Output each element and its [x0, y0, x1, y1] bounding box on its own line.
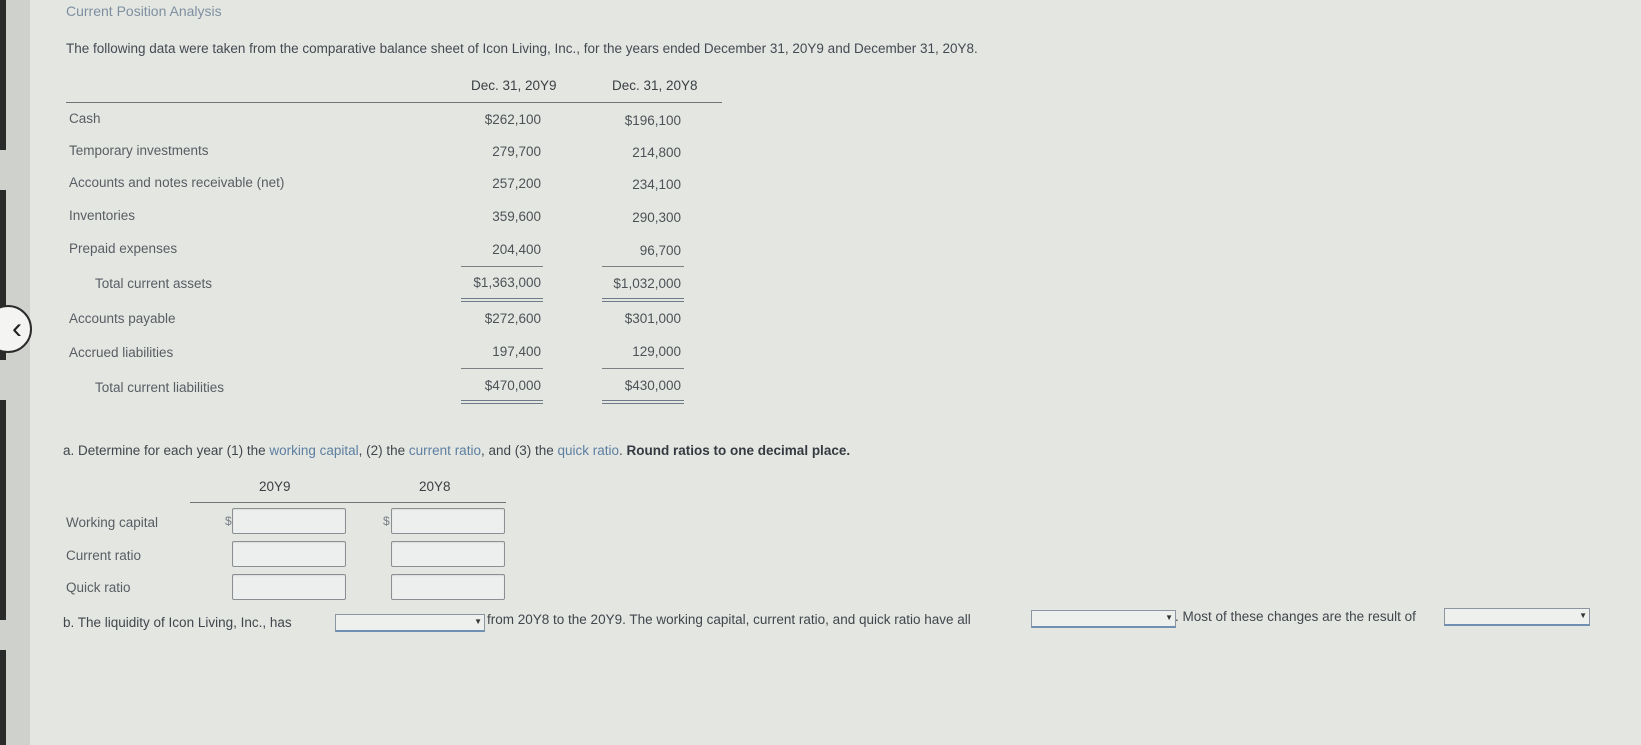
total-current-liabilities-20y9: $470,000	[484, 378, 541, 393]
col-header-20y8: Dec. 31, 20Y8	[612, 78, 698, 93]
quick-ratio-20y8-input[interactable]	[391, 574, 505, 600]
rounding-instruction: Round ratios to one decimal place.	[626, 443, 851, 458]
part-a-text: , (2) the	[358, 443, 409, 458]
part-b-prefix: b. The liquidity of Icon Living, Inc., has	[63, 615, 292, 630]
answer-col-20y9: 20Y9	[259, 479, 291, 494]
part-b-middle: from 20Y8 to the 20Y9. The working capital, current ratio, and quick ratio have all	[487, 612, 971, 627]
liquidity-change-dropdown[interactable]	[335, 614, 485, 632]
edge-bar	[0, 0, 6, 150]
subtotal-rule	[602, 266, 684, 267]
row-label-temporary-investments: Temporary investments	[69, 143, 209, 158]
part-a-prefix: a. Determine for each year (1) the	[63, 443, 270, 458]
answer-header-rule	[190, 502, 506, 503]
edge-bar	[0, 400, 6, 620]
current-ratio-20y9-input[interactable]	[232, 541, 346, 567]
quick-ratio-20y9-input[interactable]	[232, 574, 346, 600]
subtotal-rule	[461, 266, 543, 267]
change-cause-dropdown[interactable]	[1444, 608, 1590, 626]
temporary-investments-20y9: 279,700	[492, 144, 541, 159]
part-b-suffix: . Most of these changes are the result of	[1175, 609, 1416, 624]
current-ratio-20y8-input[interactable]	[391, 541, 505, 567]
answer-label-working-capital: Working capital	[66, 515, 159, 530]
row-label-total-current-assets: Total current assets	[95, 276, 213, 291]
row-label-accounts-payable: Accounts payable	[69, 311, 176, 326]
section-title: Current Position Analysis	[66, 3, 222, 19]
inventories-20y8: 290,300	[632, 210, 681, 225]
accrued-liabilities-20y9: 197,400	[492, 344, 541, 359]
total-current-assets-20y8: $1,032,000	[613, 276, 681, 291]
part-a-text: .	[619, 443, 627, 458]
accounts-payable-20y8: $301,000	[624, 311, 681, 326]
part-a-text: , and (3) the	[480, 443, 558, 458]
dropdown-arrow-icon: ▼	[474, 617, 482, 626]
cash-20y9: $262,100	[484, 112, 541, 127]
receivables-20y8: 234,100	[632, 177, 681, 192]
receivables-20y9: 257,200	[492, 176, 541, 191]
dropdown-arrow-icon: ▼	[1165, 613, 1173, 622]
row-label-accrued-liabilities: Accrued liabilities	[69, 345, 174, 360]
part-a-instructions	[63, 443, 850, 458]
term-quick-ratio: quick ratio	[557, 443, 620, 458]
row-label-receivables: Accounts and notes receivable (net)	[69, 175, 285, 190]
total-double-rule	[461, 400, 543, 404]
total-double-rule	[602, 400, 684, 404]
answer-label-current-ratio: Current ratio	[66, 548, 142, 563]
temporary-investments-20y8: 214,800	[632, 145, 681, 160]
col-header-20y9: Dec. 31, 20Y9	[471, 78, 557, 93]
subtotal-rule	[602, 368, 684, 369]
edge-bar	[0, 650, 6, 745]
answer-col-20y8: 20Y8	[419, 479, 451, 494]
row-label-total-current-liabilities: Total current liabilities	[95, 380, 225, 395]
left-edge-strip	[0, 0, 30, 745]
total-current-liabilities-20y8: $430,000	[624, 378, 681, 393]
total-double-rule	[461, 298, 543, 302]
term-working-capital: working capital	[269, 443, 359, 458]
answer-label-quick-ratio: Quick ratio	[66, 580, 131, 595]
prepaid-expenses-20y9: 204,400	[492, 242, 541, 257]
row-label-prepaid-expenses: Prepaid expenses	[69, 241, 178, 256]
currency-symbol: $	[383, 514, 390, 528]
term-current-ratio: current ratio	[408, 443, 481, 458]
cash-20y8: $196,100	[624, 113, 681, 128]
chevron-left-icon: ‹	[12, 312, 22, 345]
prepaid-expenses-20y8: 96,700	[639, 243, 681, 258]
row-label-inventories: Inventories	[69, 208, 136, 223]
accrued-liabilities-20y8: 129,000	[632, 344, 681, 359]
inventories-20y9: 359,600	[492, 209, 541, 224]
working-capital-20y8-input[interactable]	[391, 508, 505, 534]
currency-symbol: $	[225, 514, 232, 528]
accounts-payable-20y9: $272,600	[484, 311, 541, 326]
table-header-rule	[66, 102, 722, 103]
row-label-cash: Cash	[69, 111, 101, 126]
intro-text: The following data were taken from the comparative balance sheet of Icon Living, Inc., for the years ended December 31, 20Y9 and December 31, 20Y8.	[66, 41, 978, 56]
ratios-direction-dropdown[interactable]	[1031, 610, 1176, 628]
subtotal-rule	[461, 368, 543, 369]
working-capital-20y9-input[interactable]	[232, 508, 346, 534]
dropdown-arrow-icon: ▼	[1579, 611, 1587, 620]
total-current-assets-20y9: $1,363,000	[473, 275, 541, 290]
total-double-rule	[602, 298, 684, 302]
